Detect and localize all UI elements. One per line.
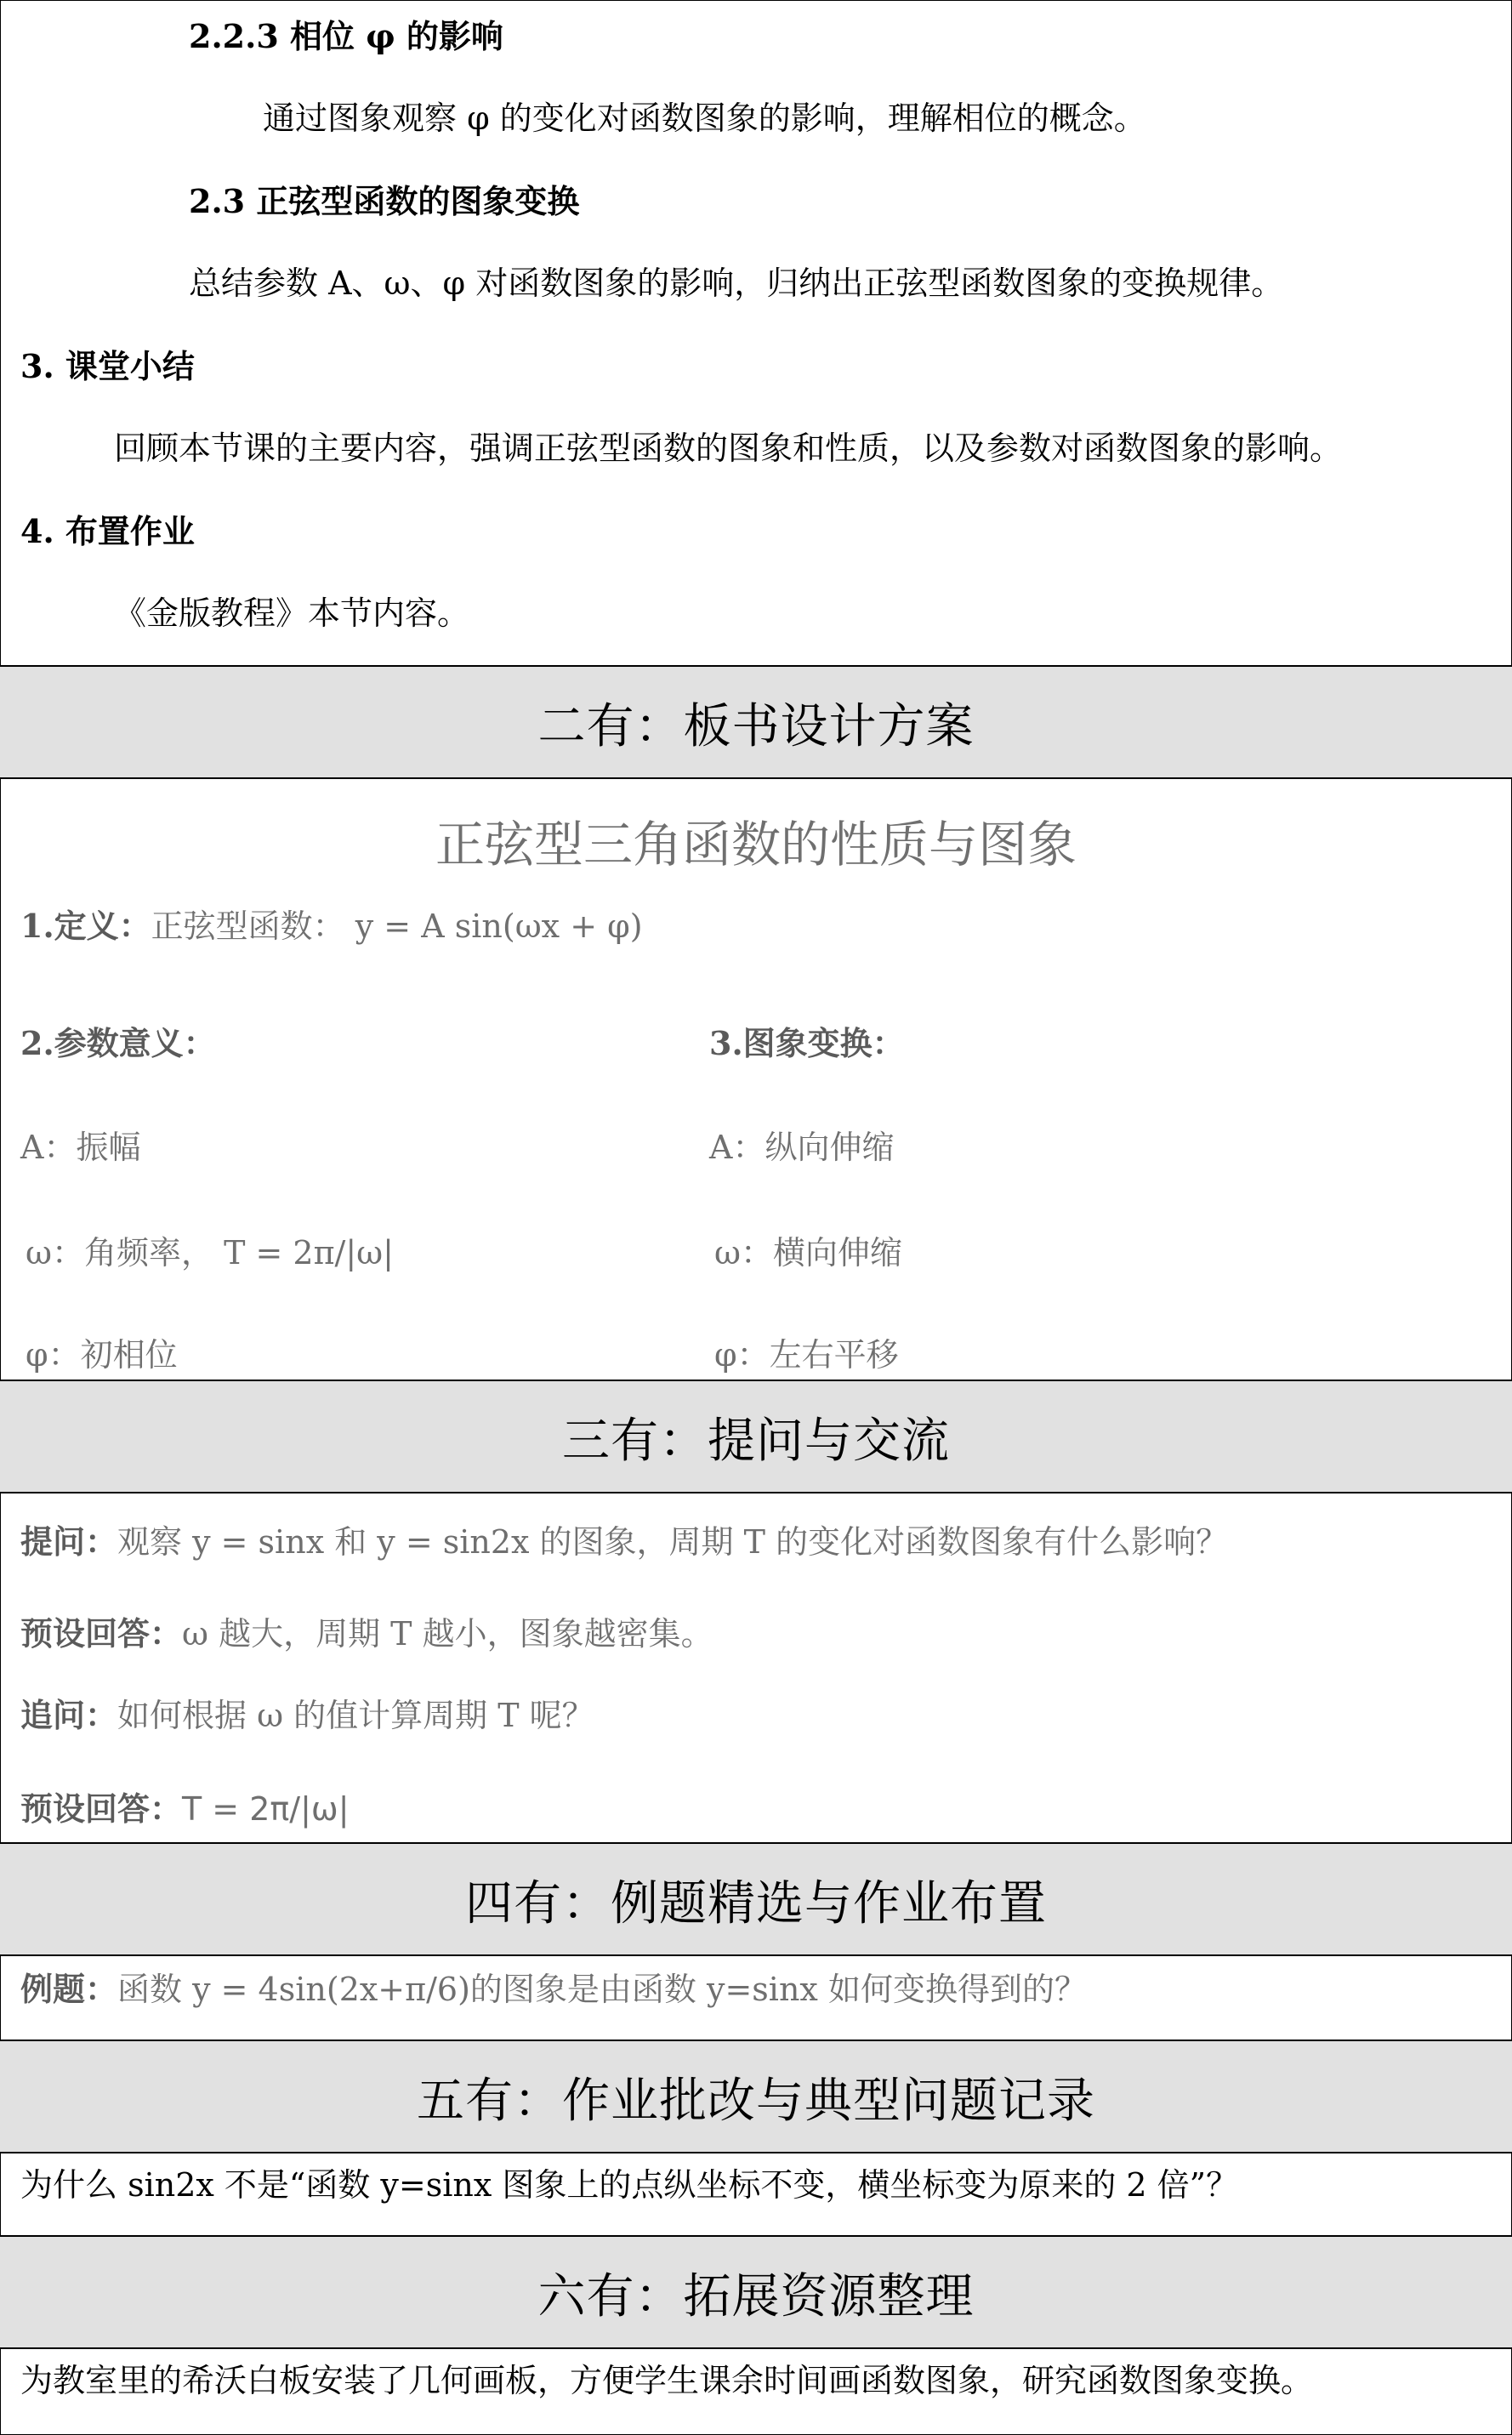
- question-2-label: 追问：: [20, 1696, 118, 1734]
- resources-text: 为教室里的希沃白板安装了几何画板，方便学生课余时间画函数图象，研究函数图象变换。: [20, 2362, 1314, 2399]
- examples-heading: 四有：例题精选与作业布置: [465, 1876, 1047, 1932]
- divider: [0, 1954, 1512, 1956]
- resources-heading: 六有：拓展资源整理: [537, 2269, 975, 2324]
- param-initial-phase: φ：初相位: [26, 1336, 178, 1374]
- example-text: 函数 y = 4sin(2x+π/6)的图象是由函数 y=sinx 如何变换得到的？: [117, 1971, 1087, 2008]
- param-amplitude: A：振幅: [20, 1129, 141, 1166]
- questions-heading: 三有：提问与交流: [562, 1414, 950, 1469]
- param-angular-frequency: ω：角频率， T = 2π/|ω|: [26, 1234, 394, 1272]
- divider: [0, 2152, 1512, 2153]
- transform-amplitude: A：纵向伸缩: [709, 1129, 895, 1166]
- question-1-label: 提问：: [20, 1522, 118, 1561]
- transform-angular-frequency: ω：横向伸缩: [714, 1234, 902, 1272]
- answer-2-label: 预设回答：: [20, 1789, 183, 1828]
- divider: [0, 2347, 1512, 2349]
- section-3-heading: 3. 课堂小结: [20, 347, 195, 385]
- section-2-3-heading: 2.3 正弦型函数的图象变换: [189, 182, 580, 220]
- board-heading: 二有：板书设计方案: [537, 699, 975, 754]
- section-4-text: 《金版教程》本节内容。: [114, 595, 470, 632]
- definition-label: 1.定义：: [20, 907, 151, 945]
- homework-text: 为什么 sin2x 不是“函数 y=sinx 图象上的点纵坐标不变，横坐标变为原来的 2 倍”？: [20, 2166, 1239, 2204]
- homework-heading: 五有：作业批改与典型问题记录: [417, 2074, 1095, 2129]
- section-2-2-3-heading: 2.2.3 相位 φ 的影响: [189, 17, 503, 55]
- param-heading: 2.参数意义：: [20, 1024, 216, 1062]
- divider: [0, 777, 1512, 779]
- question-1-text: 观察 y = sinx 和 y = sin2x 的图象，周期 T 的变化对函数图象有什么影响？: [117, 1523, 1229, 1561]
- section-2-2-3-text: 通过图象观察 φ 的变化对函数图象的影响，理解相位的概念。: [263, 100, 1146, 137]
- section-2-3-text: 总结参数 A、ω、φ 对函数图象的影响，归纳出正弦型函数图象的变换规律。: [189, 265, 1284, 302]
- transform-initial-phase: φ：左右平移: [714, 1336, 899, 1374]
- section-3-text: 回顾本节课的主要内容，强调正弦型函数的图象和性质，以及参数对函数图象的影响。: [114, 430, 1343, 467]
- answer-2-text: T = 2π/|ω|: [182, 1790, 350, 1828]
- answer-1-text: ω 越大，周期 T 越小，图象越密集。: [182, 1615, 713, 1653]
- question-2-text: 如何根据 ω 的值计算周期 T 呢？: [117, 1697, 594, 1734]
- example-label: 例题：: [20, 1970, 118, 2008]
- board-title: 正弦型三角函数的性质与图象: [435, 816, 1077, 873]
- definition-text: 正弦型函数： y = A sin(ωx + φ): [151, 907, 643, 945]
- section-4-heading: 4. 布置作业: [20, 512, 195, 550]
- divider: [0, 1492, 1512, 1493]
- transform-heading: 3.图象变换：: [709, 1024, 905, 1062]
- answer-1-label: 预设回答：: [20, 1614, 183, 1653]
